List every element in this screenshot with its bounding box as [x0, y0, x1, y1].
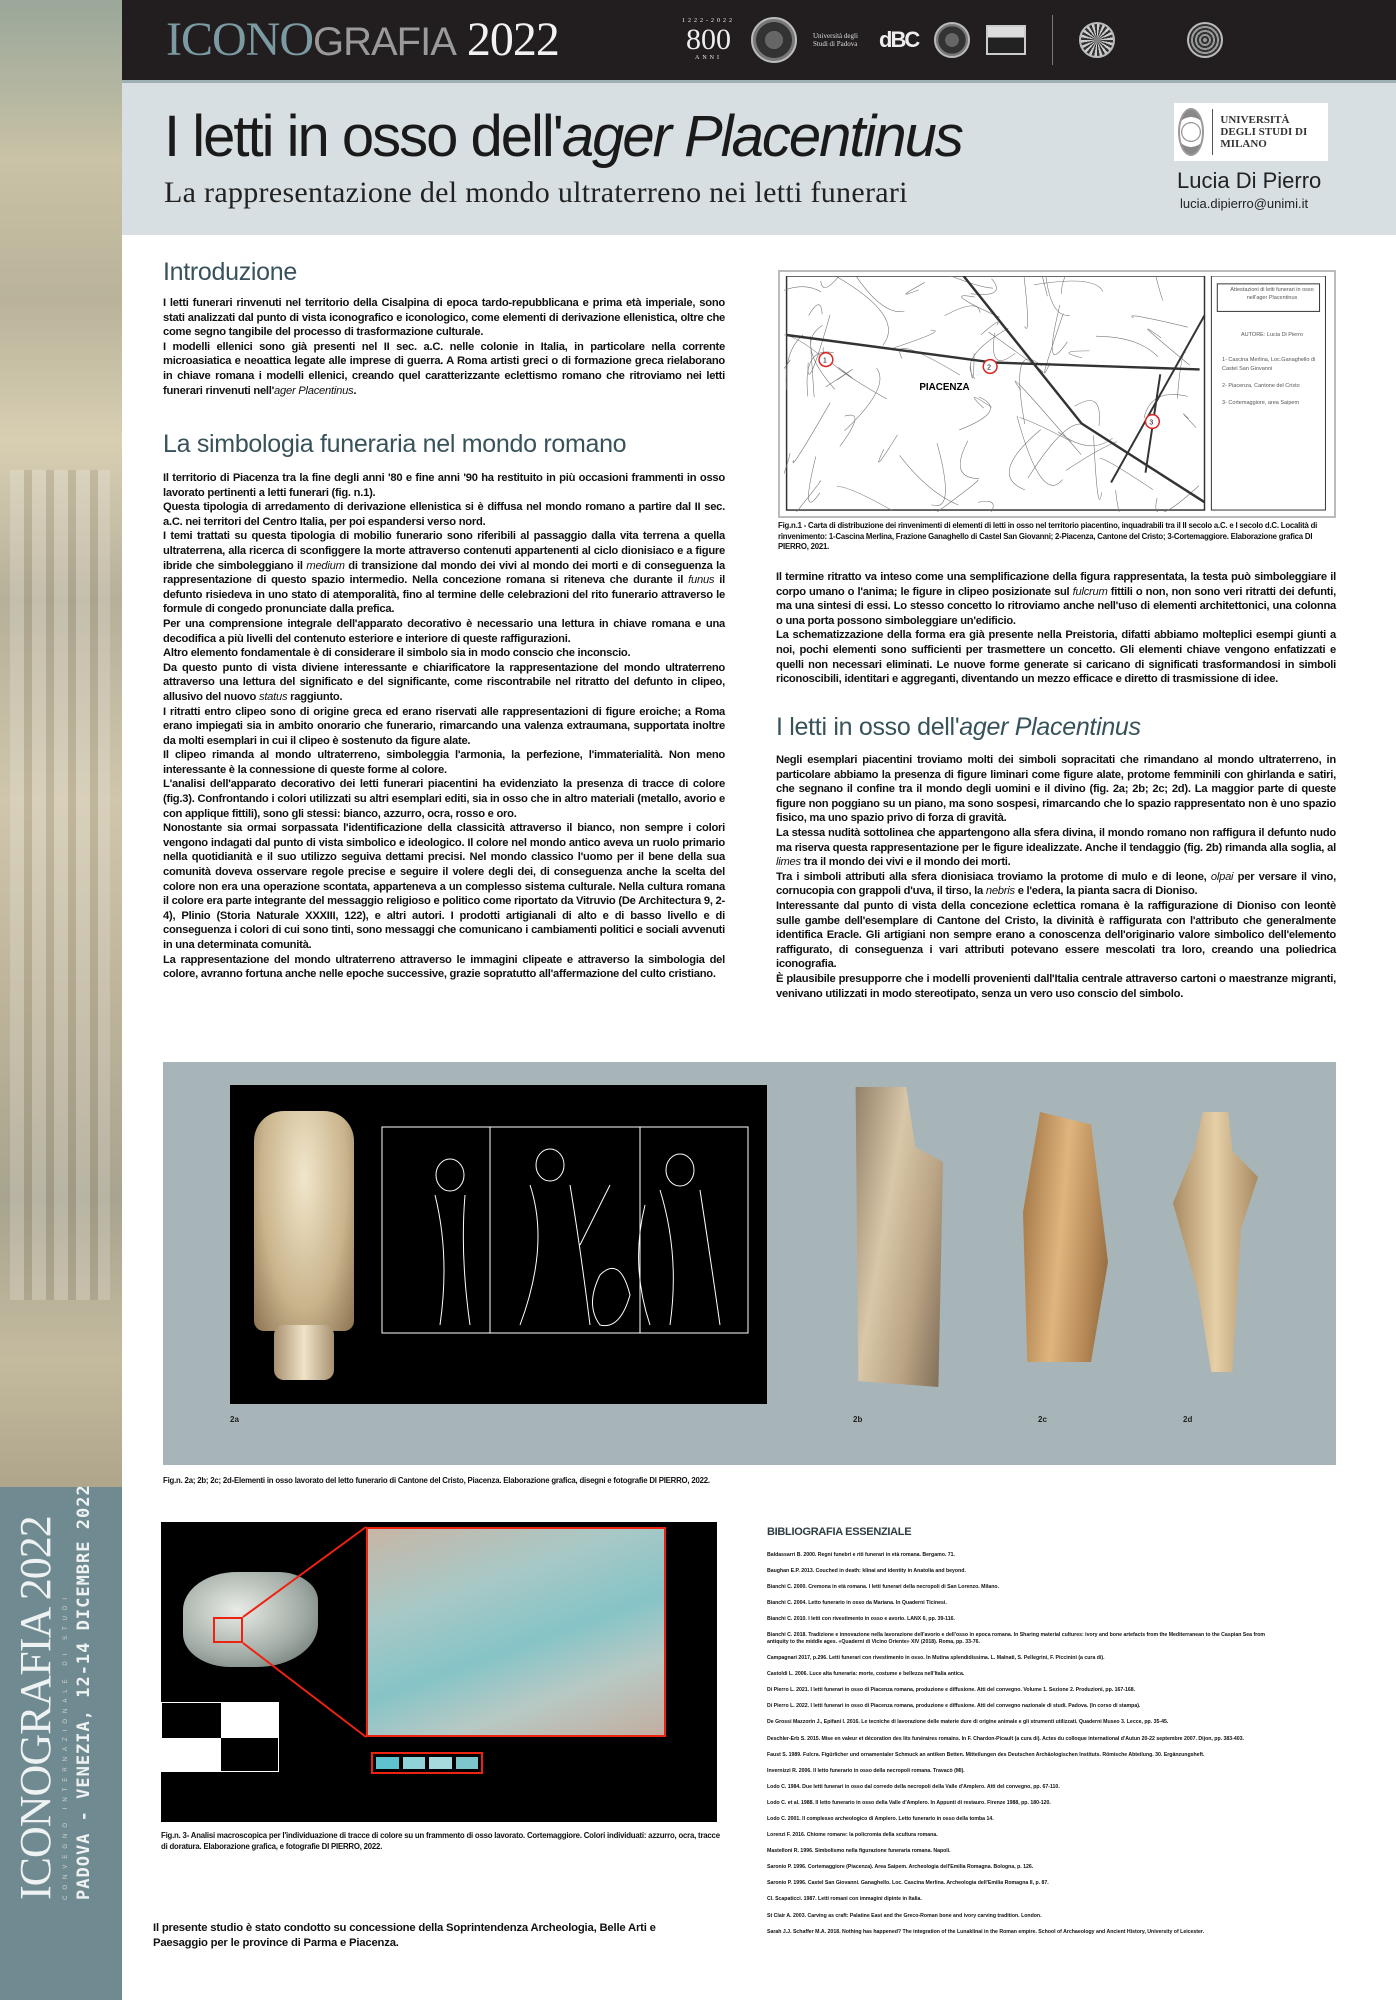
italic-term: medium — [306, 559, 345, 572]
paragraph — [776, 870, 1336, 899]
text-segment: I temi trattati su questa tipologia di mobilio funerario sono riferibili al passaggio dalla vita terrena a quella ultraterrena, alla ricerca di sconfiggere la morte attraverso contenuti appartenenti al ciclo dionisiaco e a figure ibride che simboleggiano il — [163, 530, 725, 572]
padova-seal-icon — [751, 17, 797, 63]
figure2-caption: Fig.n. 2a; 2b; 2c; 2d-Elementi in osso lavorato del letto funerario di Cantone del Cristo, Piacenza. Elaborazione grafica, disegni e fotografie DI PIERRO, 2022. — [163, 1476, 710, 1485]
fresco-columns-image — [10, 470, 110, 1300]
paragraph — [776, 826, 1336, 870]
paragraph — [163, 296, 725, 340]
text-segment: il defunto risiedeva in uno stato di atemporalità, fino al termine delle celebrazioni del rito funerario attraverso le formule di congedo pronunciate dalla prefica. — [163, 574, 725, 616]
bibliography-heading: BIBLIOGRAFIA ESSENZIALE — [767, 1526, 912, 1538]
figure2d-photo — [1173, 1112, 1258, 1372]
beds-text — [776, 753, 1336, 1001]
unimi-name: UNIVERSITÀ DEGLI STUDI DI MILANO — [1220, 114, 1308, 150]
paragraph — [163, 529, 725, 617]
text-segment: Il territorio di Piacenza tra la fine degli anni '80 e fine anni '90 ha restituito in più occasioni frammenti in osso lavorato pertinenti a letti funerari (fig. n.1). — [163, 472, 725, 499]
bibliography-item: Invernizzi R. 2006. Il letto funerario in osso della necropoli romana. Travacò (MI). — [767, 1767, 965, 1774]
legend-item: 2- Piacenza, Cantone del Cristo — [1222, 383, 1300, 389]
poster-title — [164, 103, 962, 170]
italic-term: fulcrum — [1072, 585, 1108, 598]
map-legend-title: Attestazioni di letti funerari in osso nell'ager Placentinus — [1230, 287, 1314, 301]
marker-label: 2 — [987, 364, 992, 372]
text-segment: Negli esemplari piacentini troviamo molti dei simboli sopracitati che rimandano al mondo ultraterreno, in particolare abbiamo la presenza di figure liminari come figure alate, protome femminili con ghirlanda e satiri, che segnano il confine tra il mondo degli uomini e il divino (fig. 2a; 2b; 2c; 2d). La maggior parte di queste figure non poggiano su un piano, ma sono sospesi, rimarcando che lo spazio rappresentato non è uno spazio fisico, ma uno spazio privo di forza di gravità. — [776, 754, 1336, 825]
color-swatches — [371, 1752, 483, 1774]
symbolism-text — [163, 471, 725, 982]
bibliography — [767, 1526, 1267, 1945]
paragraph — [163, 661, 725, 705]
figure1-map — [778, 270, 1336, 518]
right-intro-text — [776, 570, 1336, 687]
text-segment: Il clipeo rimanda al mondo ultraterreno, simboleggia l'armonia, la perfezione, l'immaterialità. Non meno interessante è la connessione di queste forme al colore. — [163, 749, 725, 776]
figure-label-2a: 2a — [230, 1415, 239, 1424]
scale-bar-checker — [161, 1702, 279, 1772]
intro-heading: Introduzione — [163, 258, 297, 286]
title-italic: ager Placentinus — [561, 104, 962, 169]
anniversary-years: 1222-2022 — [682, 18, 735, 24]
bibliography-item: Bianchi C. 2018. Tradizione e innovazione nella lavorazione dell'avorio e dell'osso in epoca romana. In Sharing material cultures: ivory and bone artefacts from the Mediterranean to the Caspian Sea from antiquity to the middle ages. «Quaderni di Vicino Oriente» XIV (2018). Roma, pp. 33-76. — [767, 1632, 1266, 1645]
sponsor-logos — [682, 12, 1223, 68]
figure3-caption: Fig.n. 3- Analisi macroscopica per l'individuazione di tracce di colore su un frammento di osso lavorato. Cortemaggiore. Colori individuati: azzurro, ocra, tracce di doratura. Elaborazione grafica, e fotografie DI PIERRO, 2022. — [161, 1831, 720, 1851]
paragraph — [163, 617, 725, 646]
sidebar-conference-text — [12, 1484, 95, 1900]
marker-label: 1 — [822, 357, 827, 365]
beds-heading — [776, 713, 1141, 742]
bibliography-item: Sarah J.J. Schaffer M.A. 2018. Nothing has happened? The integration of the Lunaklinai in the Roman empire. School of Archaeology and Ancient History, University of Leicester. — [767, 1928, 1205, 1935]
text-segment: Interessante dal punto di vista della concezione eclettica romana è la raffigurazione di Dioniso con leontè sulle gambe dell'esemplare di Cantone del Cristo, la divinità è raffigurata con l'attributo che generalmente identifica Eracle. Gli artigiani non sempre erano a conoscenza dell'originario valore simbolico dell'elemento raffigurato, di conseguenza i vari attributi potevano essere mescolati tra loro, creando una poliedrica iconografia. — [776, 899, 1336, 971]
bibliography-item: Castoldi L. 2006. Luce alta funeraria: morte, costume e bellezza nell'Italia antica. — [767, 1671, 965, 1678]
rotary-logo-icon — [1079, 22, 1115, 58]
anniversary-logo — [682, 18, 735, 62]
color-swatch — [376, 1757, 399, 1769]
figure3-panel — [161, 1522, 717, 1822]
bibliography-item: Mastelloni R. 1996. Simbolismo nella figurazione funeraria romana. Napoli. — [767, 1848, 951, 1855]
title-band — [122, 80, 1396, 235]
figure-label-2b: 2b — [853, 1415, 863, 1424]
text-segment: L'analisi dell'apparato decorativo dei letti funerari piacentini ha evidenziato la presenza di tracce di colore (fig.3). Confrontando i colori utilizzati su altri esemplari editi, sia in osso che in altro materiali (metallo, avorio e con applique fittili), sono gli stessi: bianco, azzurro, ocra, rosso e oro. — [163, 778, 725, 820]
text-segment: Nonostante sia ormai sorpassata l'identificazione della classicità attraverso il bianco, non sempre i colori vengono indagati dal punto di vista simbolico e ideologico. Il colore nel mondo antico aveva un ruolo primario nella quotidianità e il suo utilizzo seguiva dettami precisi. Nel mondo classico l'uomo per il bene della sua comunità doveva osservare regole precise e seguire il volere degli dei, di conseguenza anche la scelta del colore non era una operazione scontata, apparteneva a un complesso sistema culturale. Nella cultura romana il colore era parte integrante del messaggio religioso e politico come riportato da Vitruvio (De Architectura 9, 2-4), Plinio (Storia Naturale XXXIII, 122), e altri autori. I prodotti artigianali di alto e di basso livello e di conseguenza i colori di cui sono tinti, sono messaggi che comunicano i cambiamenti politici e sociali avvenuti in una determinata comunità. — [163, 822, 725, 951]
author-email[interactable]: lucia.dipierro@unimi.it — [1180, 196, 1309, 211]
paragraph — [163, 705, 725, 749]
paragraph — [776, 972, 1336, 1001]
logo-separator — [1212, 109, 1213, 155]
figure1-caption: Fig.n.1 - Carta di distribuzione dei rinvenimenti di elementi di letti in osso nel territorio piacentino, inquadrabili tra il II secolo a.C. e I secolo d.C. Località di rinvenimento: 1-Cascina Merlina, Frazione Ganaghello di Castel San Giovanni; 2-Piacenza, Cantone del Cristo; 3-Cortemaggiore. Elaborazione grafica DI PIERRO, 2021. — [778, 521, 1318, 551]
text-segment: La rappresentazione del mondo ultraterreno attraverso le immagini clipeate e attraverso la simbologia del colore, avranno fortuna anche nelle epoche successive, grazie sopratutto all'affermazione del culto cristiano. — [163, 953, 725, 981]
bibliography-item: Di Pierro L. 2021. I letti funerari in osso di Piacenza romana, produzione e diffusione. Atti del convegno. Volume 1. Sezione 2. Produzioni, pp. 167-168. — [767, 1687, 1136, 1694]
bibliography-list — [767, 1552, 1267, 1935]
bibliography-item: Bianchi C. 2010. I letti con rivestimento in osso e avorio. LANX 6, pp. 39-116. — [767, 1616, 955, 1623]
author-name: Lucia Di Pierro — [1177, 168, 1322, 193]
text-segment: di transizione dal mondo dei vivi al mondo dei morti e di conseguenza la rappresentazione di questo spazio intermedio. Nella concezione romana si riteneva che durante il — [163, 559, 726, 587]
map-marker-2 — [983, 360, 997, 374]
conference-brand — [166, 12, 559, 70]
color-swatch — [429, 1757, 452, 1769]
paragraph — [163, 500, 725, 529]
bibliography-item: Saronio P. 1996. Castel San Giovanni. Ganaghello. Loc. Cascina Merlina. Archeologia dell'Emilia Romagna II, p. 87. — [767, 1880, 1049, 1887]
brand-part2: GRAFIA — [313, 20, 456, 64]
department-logo-icon — [986, 25, 1026, 55]
statuette-photo — [254, 1111, 354, 1331]
bibliography-item: Baldassarri B. 2000. Regni funebri e riti funerari in età romana. Bergamo. 71. — [767, 1552, 955, 1558]
bibliography-item: Lorenzi F. 2016. Chiome romane: la policromia della scultura romana. — [767, 1832, 938, 1839]
paragraph — [776, 570, 1336, 628]
map-legend-author: AUTORE: Lucia Di Pierro — [1241, 332, 1303, 338]
text-segment: per versare il vino, cornucopia con grappoli d'uva, il tirso, la — [776, 870, 1337, 898]
text-segment: . — [353, 384, 357, 397]
text-segment: fittili o non, non sono veri ritratti dei defunti, ma una sintesi di essi. Lo stesso concetto lo ritroviamo anche nell'uso di elementi architettonici, una colonna o una porta possono simboleggiare un'edificio. — [776, 585, 1336, 627]
figure2a-image — [230, 1085, 767, 1404]
poster-subtitle: La rappresentazione del mondo ultraterreno nei letti funerari — [164, 176, 908, 209]
spacer — [1131, 37, 1171, 43]
text-segment: tra il mondo dei vivi e il mondo dei morti. — [800, 856, 1011, 869]
bibliography-item: Lodo C. 2001. Il complesso archeologico di Amplero. Letto funerario in osso della tomba 14. — [767, 1816, 994, 1822]
bibliography-item: Di Pierro L. 2022. I letti funerari in osso di Piacenza romana, produzione e diffusione. Atti del convegno nazionale di studi. Padova. (In corso di stampa). — [767, 1703, 1141, 1710]
intro-text — [163, 296, 725, 398]
anniversary-number: 800 — [686, 23, 731, 56]
map-marker-3 — [1146, 415, 1160, 429]
symbolism-heading: La simbologia funeraria nel mondo romano — [163, 430, 627, 458]
text-segment: I ritratti entro clipeo sono di origine greca ed erano riservati alle rappresentazioni di figure eroiche; a Roma erano impiegati sia in ambito onorario che funerario, rimarcando una valenza extraumana, supportata inoltre da molti esemplari in cui il clipeo è sostenuto da figure alate. — [163, 705, 725, 747]
text-segment: e l'edera, la pianta sacra di Dioniso. — [1014, 885, 1198, 898]
italic-term: funus — [688, 574, 715, 587]
text-segment: Questa tipologia di arredamento di derivazione ellenistica si è diffusa nel mondo romano a partire dal II sec. a.C. nei territori del Centro Italia, per poi espandersi verso nord. — [163, 501, 725, 528]
permission-note: Il presente studio è stato condotto su concessione della Soprintendenza Archeologia, Belle Arti e Paesaggio per le province di Parma e Piacenza. — [153, 1922, 656, 1949]
text-segment: Il termine ritratto va inteso come una semplificazione della figura rappresentata, la testa può simboleggiare il corpo umano o l'anima; le figure in clipeo posizionate sul — [776, 571, 1336, 598]
bibliography-item: Baughan E.P. 2013. Couched in death: klinai and identity in Anatolia and beyond. — [767, 1568, 966, 1575]
paragraph — [776, 753, 1336, 826]
legend-item: 1- Cascina Merlina, Loc.Ganaghello di Castel San Giovanni — [1222, 357, 1316, 372]
unimi-logo — [1174, 103, 1328, 161]
bibliography-item: St Clair A. 2003. Carving as craft: Palatine East and the Greco-Roman bone and ivory carving tradition. London. — [767, 1912, 1042, 1919]
color-swatch — [403, 1757, 426, 1769]
figure-label-2c: 2c — [1038, 1415, 1047, 1424]
bibliography-item: Campagnari 2017, p.296. Letti funerari con rivestimento in osso. In Mutina splendidissima. L. Malnati, S. Pellegrini, F. Piccinini (a cura di). — [767, 1655, 1105, 1662]
text-segment: La schematizzazione della forma era già presente nella Preistoria, difatti abbiamo molteplici esempi giunti a noi, pochi elementi sono sufficienti per trasmettere un concetto. Gli elementi chiave vengono enfatizzati e quelli non necessari eliminati. Le nuove forme generate si caricano di significati trasformandosi in simboli riconoscibili, identitari e aggreganti, diventando un mezzo efficace e diretto di trasmissione di idee. — [776, 629, 1336, 686]
macro-detail-photo — [366, 1527, 666, 1737]
paragraph — [163, 748, 725, 777]
logo-divider — [1052, 15, 1053, 65]
paragraph — [163, 777, 725, 821]
title-plain: I letti in osso dell' — [164, 104, 562, 169]
italic-term: olpai — [1210, 870, 1234, 883]
text-segment: I letti funerari rinvenuti nel territorio della Cisalpina di epoca tardo-repubblicana e prima età imperiale, sono stati analizzati dal punto di vista iconografico e iconologico, come elementi di derivazione ellenistica, oltre che come segno tangibile del processo di trasformazione culturale. — [163, 297, 725, 339]
bibliography-item: Saronio P. 1996. Cortemaggiore (Piacenza). Area Saipem. Archeologia dell'Emilia Romagna. Bologna, p. 126. — [767, 1864, 1034, 1871]
italic-term: status — [258, 690, 288, 703]
text-segment: Altro elemento fondamentale è di considerare il simbolo sia in modo conscio che inconscio. — [163, 647, 631, 660]
map-marker-1 — [819, 353, 833, 367]
bibliography-item: De Grossi Mazzorin J., Epifani I. 2016. Le tecniche di lavorazione delle materie dure di origine animale e gli strumenti utilizzati. Quaderni Museo 3. Lecce, pp. 35-45. — [767, 1719, 1169, 1726]
association-logo-icon — [1187, 22, 1223, 58]
text-segment: Per una comprensione integrale dell'apparato decorativo è necessario una lettura in chiave romana e una decodifica a più livelli del contenuto esteriore e interiore di queste raffigurazioni. — [163, 617, 725, 645]
figure2c-photo — [1023, 1112, 1108, 1362]
statuette-base — [274, 1325, 334, 1380]
figure-label-2d: 2d — [1183, 1415, 1193, 1424]
brand-year: 2022 — [466, 13, 559, 66]
marker-label: 3 — [1149, 419, 1154, 427]
paragraph — [776, 899, 1336, 972]
paragraph — [163, 953, 725, 982]
map-city-label: PIACENZA — [919, 382, 970, 394]
sidebar-fresco — [0, 0, 122, 2000]
bibliography-item: Cl. Scapaticci. 1987. Letti romani con immagini dipinte in Italia. — [767, 1896, 922, 1903]
bibliography-item: Bianchi C. 2000. Cremona in età romana. I letti funerari della necropoli di San Lorenzo. Milano. — [767, 1584, 1000, 1591]
bibliography-item: Deschler-Erb S. 2015. Mise en valeur et décoration des lits funéraires romains. In F. Chardon-Picault (a cura di). Actes du colloque international d'Autun 20-22 septembre 2007. Dijon, pp. 383-403. — [767, 1735, 1244, 1742]
beds-heading-plain: I letti in osso dell' — [776, 713, 960, 741]
brand-part1: ICONO — [166, 13, 313, 66]
padova-logo-text: Università degli Studi di Padova — [813, 32, 858, 48]
beds-heading-italic: ager Placentinus — [959, 713, 1141, 741]
text-segment: La stessa nudità sottolinea che appartengono alla sfera divina, il mondo romano non raffigura il defunto nudo ma riserva questa rappresentazione per le figure idealizzate. Anche il tendaggio (fig. 2b) rimanda alla soglia, al — [776, 826, 1336, 854]
italic-term: ager Placentinus — [274, 384, 354, 397]
conference-header — [122, 0, 1396, 80]
sidebar-place-date: PADOVA - VENEZIA, 12-14 DICEMBRE 2022 — [74, 1484, 94, 1900]
bibliography-item: Faust S. 1989. Fulcra. Figürlicher und ornamentaler Schmuck an antiken Betten. Mitteilungen des Deutschen Archäologischen Instituts. Römische Abteilung. 30. Ergänzungsheft. — [767, 1751, 1205, 1758]
unimi-seal-icon — [1178, 108, 1204, 156]
text-segment: Tra i simboli attributi alla sfera dionisiaca troviamo la protome di mulo e di leone, — [776, 870, 1211, 883]
text-segment: Da questo punto di vista diviene interessante e chiarificatore la rappresentazione del mondo ultraterreno attraverso una lettura del significato e del significante, come riscontrabile nel ritratto del defunto in clipeo, allusivo del nuovo — [163, 661, 725, 703]
sidebar-subtitle: CONVEGNO INTERNAZIONALE DI STUDI — [63, 1591, 69, 1900]
text-segment: È plausibile presupporre che i modelli provenienti dall'Italia centrale attraverso cartoni o maestranze migranti, venivano utilizzati in modo stereotipato, senza un vero uso conscio del simbolo. — [776, 972, 1336, 1000]
anniversary-label: ANNI — [695, 55, 722, 61]
figure2b-photo — [851, 1087, 943, 1387]
paragraph — [163, 646, 725, 661]
dbc-logo: dBC — [879, 27, 919, 52]
legend-item: 3- Cortemaggiore, area Saipem — [1222, 400, 1300, 406]
italic-term: nebris — [985, 885, 1015, 898]
text-segment: raggiunto. — [287, 690, 343, 703]
bibliography-item: Lodo C. et al. 1988. Il letto funerario in osso della Valle d'Amplero. In Appunti di restauro. Firenze 1988, pp. 180-120. — [767, 1799, 1051, 1806]
paragraph — [163, 340, 725, 398]
italic-term: limes — [776, 856, 801, 869]
figure-line-drawing — [380, 1125, 750, 1335]
color-swatch — [456, 1757, 479, 1769]
institution-seal-icon — [934, 22, 970, 58]
map-legend-items — [1222, 356, 1322, 408]
paragraph — [163, 821, 725, 952]
paragraph — [163, 471, 725, 500]
bibliography-item: Bianchi C. 2004. Letto funerario in osso da Mariana. In Quaderni Ticinesi. — [767, 1600, 947, 1607]
sidebar-title: ICONOGRAFIA 2022 — [11, 1516, 60, 1900]
figure2-panel — [163, 1062, 1336, 1465]
paragraph — [776, 628, 1336, 686]
text-segment: I modelli ellenici sono già presenti nel II sec. a.C. nelle colonie in Italia, in particolare nella corrente microasiatica e neoattica legate alle imprese di guerra. A Roma artisti greci o di formazione greca rielaborano in chiave romana i modelli ellenici, creando quel caratterizzante eclettismo romano che ritroviamo nei letti funerari rinvenuti nell' — [163, 340, 725, 397]
bibliography-item: Lodo C. 1984. Due letti funerari in osso dal corredo della necropoli della Valle d'Amplero. Atti del convegno, pp. 67-110. — [767, 1783, 1060, 1790]
